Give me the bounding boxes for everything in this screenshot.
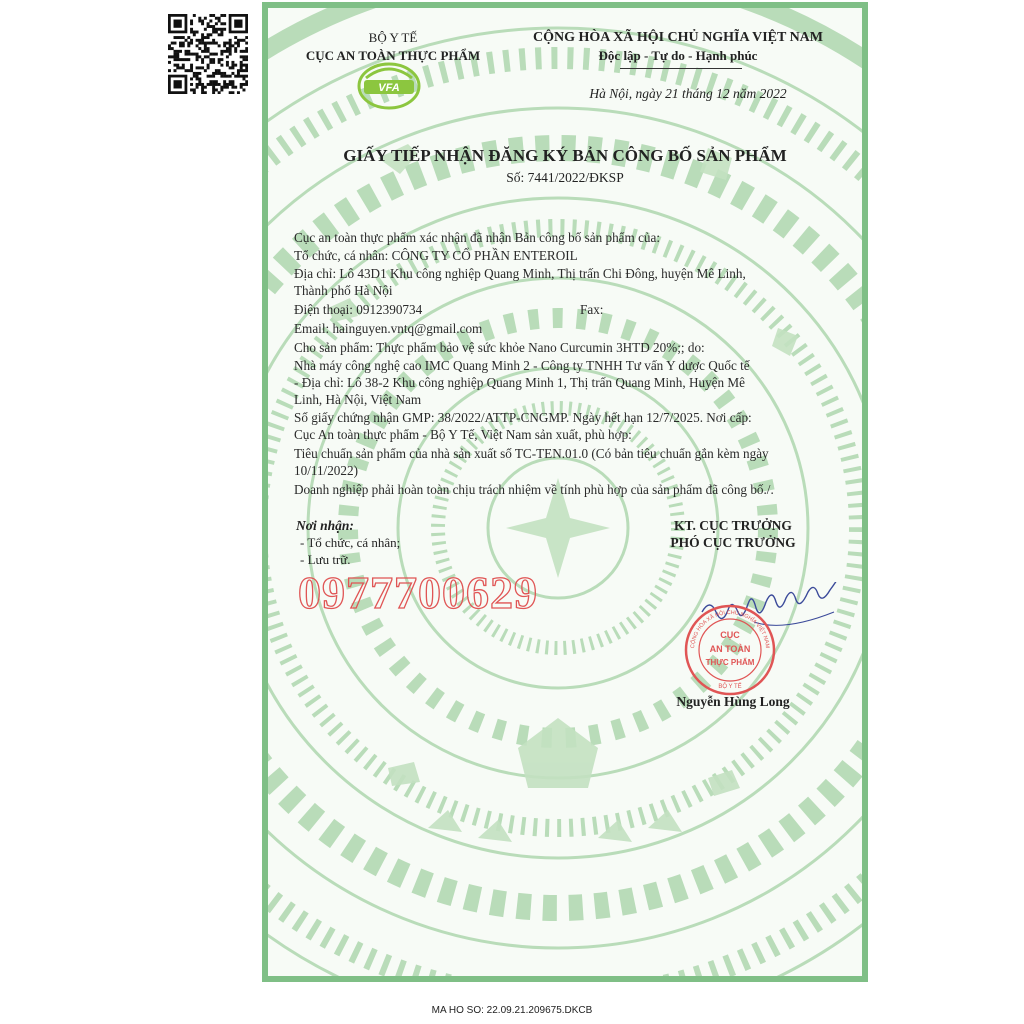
qr-code [168,14,248,94]
signer-title-2: PHÓ CỤC TRƯỞNG [670,535,796,550]
body-product: Cho sản phẩm: Thực phẩm bảo vệ sức khỏe Nano Curcumin 3HTD 20%;; do: [294,340,705,355]
watermark-phone-number: 0977700629 [298,567,538,618]
stamp-bottom-text: THỰC PHẨM [705,658,755,667]
body-line-15: Doanh nghiệp phải hoàn toàn chịu trách nhiệm về tính phù hợp của sản phẩm đã công bố./. [294,482,774,497]
body-phone: Điện thoại: 0912390734 [294,302,423,317]
dossier-code: MA HO SO: 22.09.21.209675.DKCB [431,1005,593,1016]
body-line-2: Tổ chức, cá nhân: CÔNG TY CỔ PHẦN ENTEROIL [294,248,578,263]
body-line-9: - Địa chỉ: Lô 38-2 Khu công nghiệp Quang Minh 1, Thị trấn Quang Minh, Huyện Mê [294,375,745,390]
body-line-13: Tiêu chuẩn sản phẩm của nhà sản xuất số TC-TEN.01.0 (Có bản tiêu chuẩn gắn kèm ngày [294,446,769,461]
official-seal-stamp [682,602,778,698]
stamp-base-text: BỘ Y TẾ [718,684,742,690]
recipients-heading: Nơi nhận: [296,518,354,533]
body-fax: Fax: [580,302,604,317]
signer-name: Nguyễn Hùng Long [676,694,790,709]
logo-text: VFA [378,82,400,94]
body-line-10: Linh, Hà Nội, Việt Nam [294,392,422,407]
republic-name: CỘNG HÒA XÃ HỘI CHỦ NGHĨA VIỆT NAM [532,30,823,45]
department-name: CỤC AN TOÀN THỰC PHẨM [305,48,481,63]
recipient-1: - Tổ chức, cá nhân; [300,535,401,550]
stamp-top-text: CỤC [720,630,740,640]
signer-title-1: KT. CỤC TRƯỞNG [674,518,792,533]
body-line-12: Cục An toàn thực phẩm - Bộ Y Tế, Việt Nam sản xuất, phù hợp: [294,427,632,442]
certificate [262,2,868,982]
body-line-14: 10/11/2022) [294,463,358,478]
body-line-4: Thành phố Hà Nội [294,283,393,298]
document-title: GIẤY TIẾP NHẬN ĐĂNG KÝ BẢN CÔNG BỐ SẢN PHẨM [343,146,787,165]
stamp-ring-text: CỘNG HÒA XÃ HỘI CHỦ NGHĨA VIỆT NAM [690,609,771,649]
stamp-mid-text: AN TOÀN [709,644,751,654]
body-line-11: Số giấy chứng nhận GMP: 38/2022/ATTP-CNGMP. Ngày hết hạn 12/7/2025. Nơi cấp: [294,410,752,425]
body-line-3: Địa chỉ: Lô 43D1 Khu công nghiệp Quang Minh, Thị trấn Chi Đông, huyện Mê Linh, [294,266,746,281]
recipient-2: - Lưu trữ. [300,552,351,567]
national-motto: Độc lập - Tự do - Hạnh phúc [598,48,758,63]
motto-underline [620,68,742,69]
issue-date: Hà Nội, ngày 21 tháng 12 năm 2022 [589,86,787,101]
ministry-name: BỘ Y TẾ [368,30,418,45]
body-email: Email: hainguyen.vntq@gmail.com [294,321,483,336]
document-number: Số: 7441/2022/ĐKSP [506,170,624,185]
body-manufacturer: Nhà máy công nghệ cao IMC Quang Minh 2 - Công ty TNHH Tư vấn Y dược Quốc tế [294,358,750,373]
body-line-1: Cục an toàn thực phẩm xác nhận đã nhận Bản công bố sản phẩm của: [294,230,661,245]
